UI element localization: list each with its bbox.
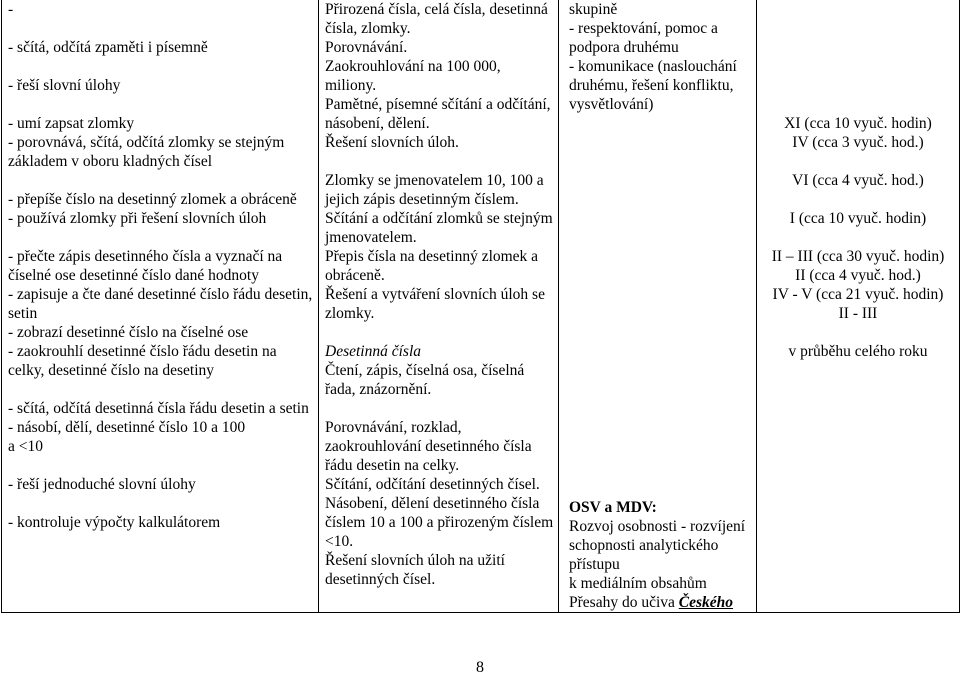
list-item: Řešení slovních úloh na užití desetinných čísel. bbox=[325, 552, 505, 588]
list-item: - přepíše číslo na desetinný zlomek a obráceně bbox=[8, 191, 297, 208]
content-cell bbox=[319, 0, 559, 613]
list-item: II - III bbox=[838, 305, 878, 322]
list-item: skupině bbox=[569, 1, 618, 18]
list-item: k mediálním obsahům bbox=[569, 575, 707, 592]
list-item: Porovnávání, rozklad, zaokrouhlování desetinného čísla řádu desetin na celky. bbox=[325, 419, 532, 474]
list-item: - respektování, pomoc a podpora druhému bbox=[569, 20, 718, 56]
list-item: Rozvoj osobnosti - rozvíjení schopnosti analytického přístupu bbox=[569, 518, 746, 573]
list-item: - používá zlomky při řešení slovních úloh bbox=[8, 210, 267, 227]
list-item: - zaokrouhlí desetinné číslo řádu desetin na celky, desetinné číslo na desetiny bbox=[8, 343, 277, 379]
list-item: - sčítá, odčítá desetinná čísla řádu desetin a setin bbox=[8, 400, 309, 417]
list-item: Řešení slovních úloh. bbox=[325, 134, 459, 151]
crosscutting-cell bbox=[559, 0, 757, 613]
list-item: Sčítání a odčítání zlomků se stejným jmenovatelem. bbox=[325, 210, 553, 246]
outcomes-cell bbox=[2, 0, 319, 613]
list-item: Přirozená čísla, celá čísla, desetinná čísla, zlomky. bbox=[325, 1, 548, 37]
list-item: Sčítání, odčítání desetinných čísel. bbox=[325, 476, 540, 493]
section-heading: Desetinná čísla bbox=[325, 343, 421, 360]
list-item: Porovnávání. bbox=[325, 39, 408, 56]
table-row bbox=[2, 0, 960, 613]
curriculum-table bbox=[1, 0, 960, 613]
list-item: a <10 bbox=[8, 438, 43, 455]
list-item: Zlomky se jmenovatelem 10, 100 a jejich zápis desetinným číslem. bbox=[325, 172, 544, 208]
list-item: IV (cca 3 vyuč. hod.) bbox=[792, 134, 924, 151]
presahy-subject: Českého bbox=[678, 594, 734, 611]
list-item: - řeší slovní úlohy bbox=[8, 77, 121, 94]
list-item: Násobení, dělení desetinného čísla číslem 10 a 100 a přirozeným číslem <10. bbox=[325, 495, 554, 550]
list-item: VI (cca 4 vyuč. hod.) bbox=[792, 172, 924, 189]
osv-heading: OSV a MDV: bbox=[569, 499, 657, 516]
list-item: Pamětné, písemné sčítání a odčítání, násobení, dělení. bbox=[325, 96, 551, 132]
list-item: - zapisuje a čte dané desetinné číslo řádu desetin, setin bbox=[8, 286, 313, 322]
list-item: IV - V (cca 21 vyuč. hodin) bbox=[772, 286, 944, 303]
list-item: - násobí, dělí, desetinné číslo 10 a 100 bbox=[8, 419, 246, 436]
list-item: - bbox=[8, 1, 14, 18]
list-item: II (cca 4 vyuč. hod.) bbox=[795, 267, 921, 284]
list-item: - přečte zápis desetinného čísla a vyznačí na číselné ose desetinné číslo dané hodnoty bbox=[8, 248, 283, 284]
list-item: I (cca 10 vyuč. hodin) bbox=[789, 210, 927, 227]
page-number: 8 bbox=[476, 659, 484, 676]
list-item: Zaokrouhlování na 100 000, miliony. bbox=[325, 58, 501, 94]
list-item: v průběhu celého roku bbox=[788, 343, 928, 360]
list-item: II – III (cca 30 vyuč. hodin) bbox=[771, 248, 945, 265]
time-allocation-cell bbox=[757, 0, 960, 613]
list-item: - komunikace (naslouchání druhému, řešení konfliktu, vysvětlování) bbox=[569, 58, 737, 113]
list-item: XI (cca 10 vyuč. hodin) bbox=[784, 115, 932, 132]
list-item: Přepis čísla na desetinný zlomek a obráceně. bbox=[325, 248, 539, 284]
list-item: - umí zapsat zlomky bbox=[8, 115, 135, 132]
list-item: - zobrazí desetinné číslo na číselné ose bbox=[8, 324, 249, 341]
list-item: Řešení a vytváření slovních úloh se zlomky. bbox=[325, 286, 545, 322]
list-item: - kontroluje výpočty kalkulátorem bbox=[8, 514, 221, 531]
list-item: Čtení, zápis, číselná osa, číselná řada, znázornění. bbox=[325, 362, 525, 398]
list-item: - porovnává, sčítá, odčítá zlomky se stejným základem v oboru kladných čísel bbox=[8, 134, 285, 170]
presahy-line bbox=[569, 593, 752, 612]
list-item: - řeší jednoduché slovní úlohy bbox=[8, 476, 196, 493]
presahy-prefix: Přesahy do učiva bbox=[569, 594, 679, 611]
list-item: - sčítá, odčítá zpaměti i písemně bbox=[8, 39, 208, 56]
